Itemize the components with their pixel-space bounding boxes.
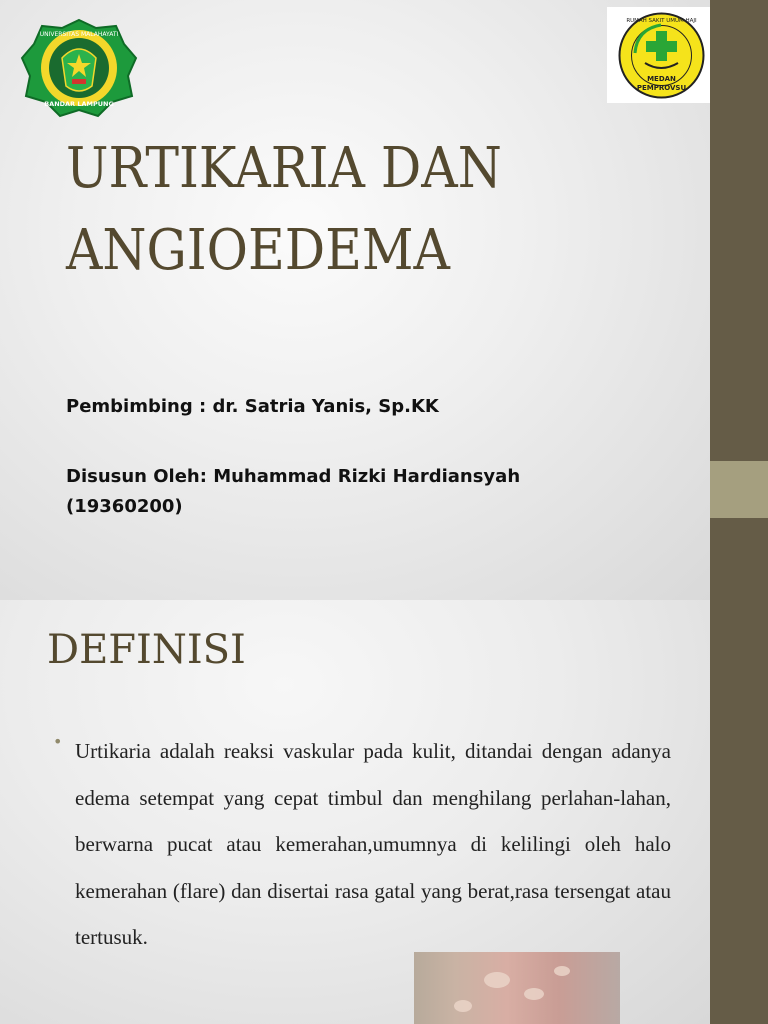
side-decor-accent xyxy=(710,461,768,518)
title-line-1: URTIKARIA DAN xyxy=(66,136,502,201)
presentation-title xyxy=(66,128,502,292)
svg-text:MEDAN: MEDAN xyxy=(647,75,676,83)
svg-text:UNIVERSITAS MALAHAYATI: UNIVERSITAS MALAHAYATI xyxy=(39,31,119,38)
supervisor-text: Pembimbing : dr. Satria Yanis, Sp.KK xyxy=(66,396,439,417)
urticaria-skin-photo xyxy=(414,952,620,1024)
section-title: DEFINISI xyxy=(47,627,246,673)
svg-text:PEMPROVSU: PEMPROVSU xyxy=(636,84,687,92)
universitas-malahayati-logo xyxy=(20,18,138,118)
author-block xyxy=(66,462,586,522)
bullet-icon: • xyxy=(53,732,63,751)
svg-text:RUMAH SAKIT UMUM HAJI: RUMAH SAKIT UMUM HAJI xyxy=(626,18,697,24)
author-name: Disusun Oleh: Muhammad Rizki Hardiansyah xyxy=(66,466,521,487)
definition-text: Urtikaria adalah reaksi vaskular pada kulit, ditandai dengan adanya edema setempat yang cepat timbul dan menghilang perlahan-lahan, berwarna pucat atau kemerahan,umumnya di kelilingi oleh halo kemerahan (flare) dan disertai rasa gatal yang berat,rasa tersengat atau tertusuk. xyxy=(75,739,671,949)
title-line-2: ANGIOEDEMA xyxy=(66,218,450,283)
rs-haji-medan-logo xyxy=(607,7,710,103)
svg-text:BANDAR LAMPUNG: BANDAR LAMPUNG xyxy=(44,100,114,108)
definition-slide xyxy=(0,600,710,1024)
author-id: (19360200) xyxy=(66,496,183,517)
